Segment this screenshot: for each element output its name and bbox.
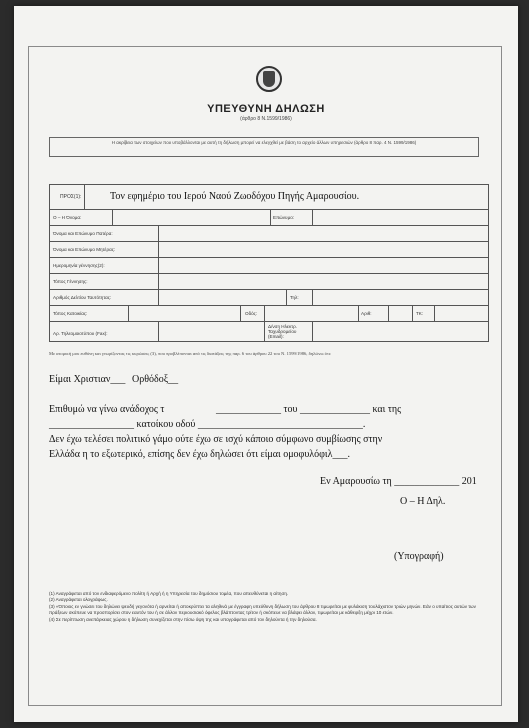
greek-emblem-icon [256, 66, 282, 92]
document-subtitle: (άρθρο 8 Ν.1599/1986) [240, 116, 292, 122]
religion-line-b: Ορθόδοξ__ [132, 374, 179, 385]
pros-label: ΠΡΟΣ(1): [60, 194, 82, 200]
birthdate-label: Ημερομηνία γέννησης(2): [53, 263, 105, 268]
birthdate-row[interactable] [49, 258, 489, 274]
id-row[interactable] [49, 290, 489, 306]
pros-row [49, 184, 489, 210]
godparent-line-a: Επιθυμώ να γίνω ανάδοχος τ [49, 404, 165, 415]
email-label: Δ/νση Ηλεκτρ. Ταχυδρομείου (Email): [268, 324, 297, 339]
religion-line-a: Είμαι Χριστιαν___ [49, 374, 126, 385]
phone-label: Τηλ: [290, 295, 299, 300]
fax-label: Αρ. Τηλεομοιοτύπου (Fax): [53, 331, 108, 336]
father-row[interactable] [49, 226, 489, 242]
footnote-3: (3) «Όποιος εν γνώσει του δηλώνει ψευδή γεγονότα ή αρνείται ή αποκρύπτει τα αληθινά με έγγραφη υπεύθυνη δήλωση του άρθρου 8 τιμωρείται με φυλάκιση τουλάχιστον τριών μηνών. Εάν ο υπαίτιος αυτών των πράξεων σκόπευε να προσπορίσει στον εαυτόν του ή σε άλλον περιουσιακό όφελος βλάπτοντας τρίτον ή σκόπευε να βλάψει άλλον, τιμωρείται με κάθειρξη μέχρι 10 ετών. [49, 603, 476, 616]
verification-notice: Η ακρίβεια των στοιχείων που υποβάλλονται με αυτή τη δήλωση μπορεί να ελεγχθεί με βάση το αρχείο άλλων υπηρεσιών (άρθρο 8 παρ. 4 Ν. 1599/1986) [49, 137, 479, 157]
orientation-line: Ελλάδα η το εξωτερικό, επίσης δεν έχω δηλώσει ότι είμαι ομοφυλόφιλ___. [49, 449, 350, 460]
name-row[interactable] [49, 210, 489, 226]
footnote-2: (2) Αναγράφεται ολογράφως. [49, 597, 108, 603]
pros-value[interactable]: Τον εφημέριο του Ιερού Ναού Ζωοδόχου Πηγής Αμαρουσίου. [110, 191, 360, 202]
residence-label: Τόπος Κατοικίας: [53, 311, 88, 316]
document-title: ΥΠΕΥΘΥΝΗ ΔΗΛΩΣΗ [207, 103, 325, 115]
footnotes [49, 591, 489, 623]
form-grid [49, 184, 489, 342]
place-date: Εν Αμαρουσίω τη _____________ 201 [320, 476, 477, 487]
godparent-line-b: _____________ του ______________ και της [216, 404, 402, 415]
name-label: Ο – Η Όνομα: [53, 215, 82, 220]
signature-label: (Υπογραφή) [394, 551, 444, 562]
postcode-label: ΤΚ: [416, 311, 424, 316]
document-page [14, 6, 518, 722]
birthplace-label: Τόπος Γέννησης: [53, 279, 88, 284]
footnote-4: (4) Σε περίπτωση ανεπάρκειας χώρου η δήλωση συνεχίζεται στην πίσω όψη της και υπογράφεται από τον δηλούντα ή την δηλούσα. [49, 616, 317, 622]
declarant-label: Ο – Η Δηλ. [400, 496, 446, 507]
street-label: Οδός: [245, 311, 258, 316]
father-label: Όνομα και Επώνυμο Πατέρα: [53, 231, 113, 236]
footnote-1: (1) Αναγράφεται από τον ενδιαφερόμενο πολίτη ή Αρχή ή η Υπηρεσία του δημόσιου τομέα, που απευθύνεται η αίτηση. [49, 591, 289, 596]
marriage-line: Δεν έχω τελέσει πολιτικό γάμο ούτε έχω σε ισχύ κάποιο σύμφωνο συμβίωσης στην [49, 434, 383, 445]
number-label: Αριθ: [361, 311, 372, 316]
contact-row[interactable] [49, 322, 489, 342]
id-label: Αριθμός Δελτίου Ταυτότητας: [53, 295, 112, 300]
surname-label: Επώνυμο: [273, 215, 295, 220]
residence-row[interactable] [49, 306, 489, 322]
mother-row[interactable] [49, 242, 489, 258]
birthplace-row[interactable] [49, 274, 489, 290]
mother-label: Όνομα και Επώνυμο Μητέρας: [53, 247, 116, 252]
address-line: _________________ κατοίκου οδού _________________________________. [49, 419, 366, 430]
declaration-intro: Με ατομική μου ευθύνη και γνωρίζοντας τις κυρώσεις (3), που προβλέπονται από τις διατάξεις της παρ. 6 του άρθρου 22 του Ν. 1599/1986, δηλώνω ότι: [49, 351, 332, 356]
